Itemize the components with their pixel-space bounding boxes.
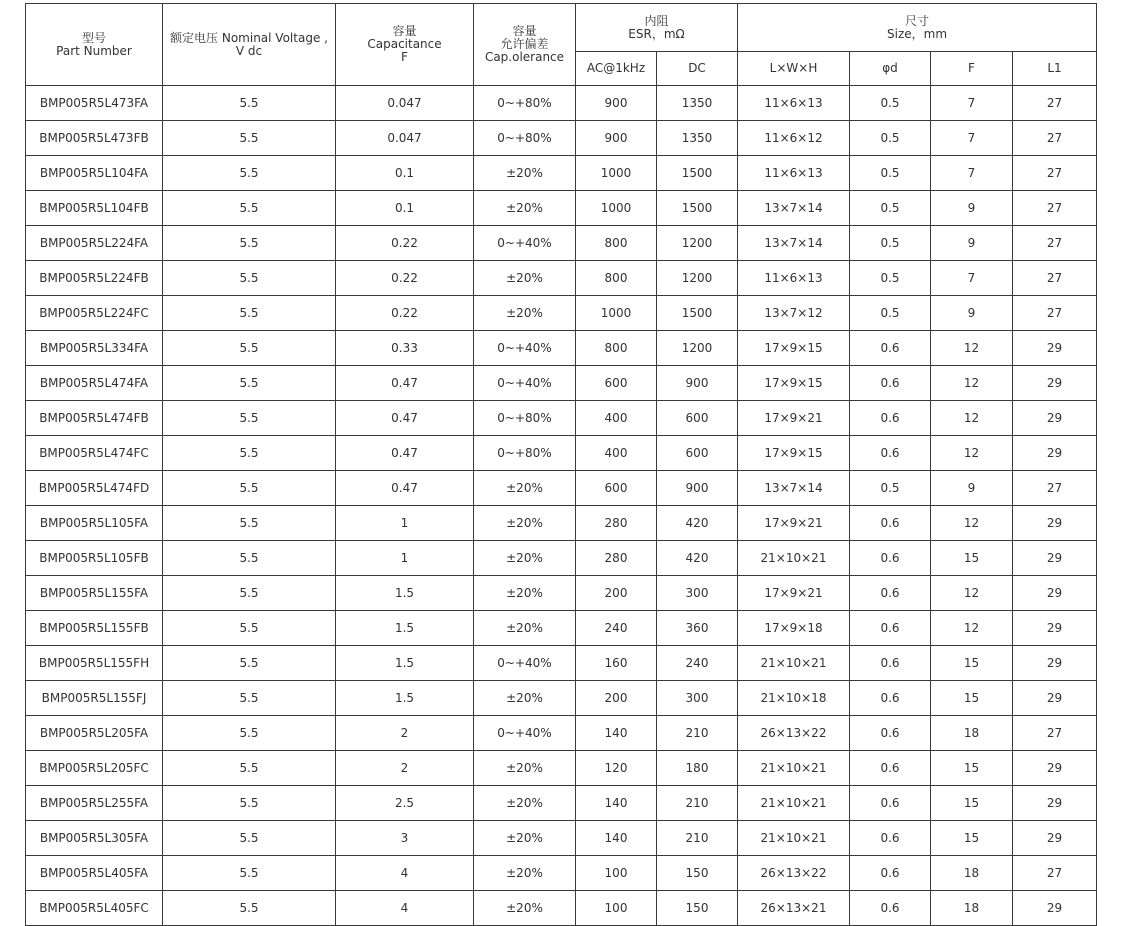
table-header [26,4,1097,86]
table-row [26,331,1097,366]
header-tolerance-line2: 允许偏差 [500,37,549,51]
esr-ac-cell: 1000 [576,296,657,331]
header-esr-ac: AC@1kHz [576,52,657,86]
size-lwh-cell: 17×9×15 [738,331,850,366]
esr-dc-cell: 210 [657,716,738,751]
capacitance-cell: 2 [336,751,474,786]
table-row [26,401,1097,436]
esr-ac-cell: 400 [576,436,657,471]
lead-diameter-cell: 0.5 [850,121,931,156]
table-row [26,786,1097,821]
lead-diameter-cell: 0.5 [850,261,931,296]
size-lwh-cell: 17×9×21 [738,576,850,611]
lead-length-cell: 27 [1013,156,1097,191]
lead-spacing-cell: 7 [931,261,1013,296]
part-number-cell: BMP005R5L224FA [26,226,163,261]
part-number-cell: BMP005R5L155FJ [26,681,163,716]
lead-diameter-cell: 0.6 [850,716,931,751]
lead-length-cell: 29 [1013,681,1097,716]
capacitance-cell: 2 [336,716,474,751]
lead-diameter-cell: 0.5 [850,296,931,331]
esr-dc-cell: 210 [657,821,738,856]
voltage-cell: 5.5 [163,681,336,716]
esr-dc-cell: 1200 [657,226,738,261]
esr-ac-cell: 800 [576,331,657,366]
esr-dc-cell: 210 [657,786,738,821]
size-lwh-cell: 21×10×18 [738,681,850,716]
tolerance-cell: ±20% [474,156,576,191]
size-lwh-cell: 17×9×21 [738,506,850,541]
part-number-cell: BMP005R5L155FA [26,576,163,611]
table-row [26,86,1097,121]
esr-ac-cell: 140 [576,821,657,856]
lead-spacing-cell: 15 [931,681,1013,716]
size-lwh-cell: 13×7×14 [738,191,850,226]
header-voltage-line1: 额定电压 Nominal Voltage , [170,30,328,45]
lead-diameter-cell: 0.6 [850,681,931,716]
capacitance-cell: 2.5 [336,786,474,821]
capacitance-cell: 1 [336,541,474,576]
size-lwh-cell: 21×10×21 [738,646,850,681]
table-row [26,191,1097,226]
tolerance-cell: ±20% [474,296,576,331]
lead-spacing-cell: 9 [931,191,1013,226]
size-lwh-cell: 11×6×13 [738,86,850,121]
capacitance-cell: 1.5 [336,576,474,611]
size-lwh-cell: 11×6×13 [738,156,850,191]
table-row [26,646,1097,681]
esr-dc-cell: 1350 [657,86,738,121]
lead-length-cell: 29 [1013,611,1097,646]
esr-ac-cell: 900 [576,86,657,121]
tolerance-cell: ±20% [474,856,576,891]
table-row [26,611,1097,646]
esr-ac-cell: 900 [576,121,657,156]
capacitance-cell: 1.5 [336,646,474,681]
voltage-cell: 5.5 [163,261,336,296]
part-number-cell: BMP005R5L405FA [26,856,163,891]
tolerance-cell: ±20% [474,576,576,611]
voltage-cell: 5.5 [163,541,336,576]
lead-spacing-cell: 18 [931,716,1013,751]
table-row [26,541,1097,576]
tolerance-cell: 0~+80% [474,401,576,436]
lead-diameter-cell: 0.5 [850,471,931,506]
lead-diameter-cell: 0.5 [850,86,931,121]
lead-spacing-cell: 15 [931,751,1013,786]
table-row [26,261,1097,296]
lead-length-cell: 29 [1013,786,1097,821]
tolerance-cell: ±20% [474,786,576,821]
voltage-cell: 5.5 [163,821,336,856]
esr-dc-cell: 420 [657,506,738,541]
table-row [26,891,1097,926]
lead-diameter-cell: 0.6 [850,541,931,576]
lead-spacing-cell: 12 [931,611,1013,646]
part-number-cell: BMP005R5L224FB [26,261,163,296]
voltage-cell: 5.5 [163,436,336,471]
header-esr-cn: 内阻 [644,13,669,28]
lead-diameter-cell: 0.6 [850,366,931,401]
lead-length-cell: 27 [1013,121,1097,156]
voltage-cell: 5.5 [163,716,336,751]
lead-spacing-cell: 9 [931,471,1013,506]
esr-dc-cell: 180 [657,751,738,786]
header-esr [576,4,738,52]
esr-dc-cell: 420 [657,541,738,576]
header-esr-en: ESR，mΩ [628,26,685,41]
capacitance-cell: 4 [336,891,474,926]
capacitance-cell: 1 [336,506,474,541]
tolerance-cell: ±20% [474,751,576,786]
esr-ac-cell: 600 [576,471,657,506]
lead-diameter-cell: 0.6 [850,611,931,646]
esr-ac-cell: 140 [576,716,657,751]
esr-dc-cell: 360 [657,611,738,646]
size-lwh-cell: 21×10×21 [738,786,850,821]
capacitance-cell: 1.5 [336,681,474,716]
lead-spacing-cell: 7 [931,156,1013,191]
size-lwh-cell: 11×6×12 [738,121,850,156]
table-body [26,86,1097,926]
part-number-cell: BMP005R5L104FA [26,156,163,191]
spec-table [25,3,1097,926]
esr-dc-cell: 600 [657,436,738,471]
header-size-lead-diameter: φd [850,52,931,86]
voltage-cell: 5.5 [163,331,336,366]
part-number-cell: BMP005R5L105FA [26,506,163,541]
size-lwh-cell: 21×10×21 [738,821,850,856]
tolerance-cell: 0~+80% [474,436,576,471]
lead-length-cell: 27 [1013,856,1097,891]
part-number-cell: BMP005R5L255FA [26,786,163,821]
voltage-cell: 5.5 [163,576,336,611]
esr-ac-cell: 800 [576,226,657,261]
lead-spacing-cell: 12 [931,366,1013,401]
header-size-lead-spacing: F [931,52,1013,86]
lead-length-cell: 27 [1013,471,1097,506]
header-esr-dc: DC [657,52,738,86]
esr-ac-cell: 140 [576,786,657,821]
table-row [26,156,1097,191]
voltage-cell: 5.5 [163,471,336,506]
header-size-lwh: L×W×H [738,52,850,86]
tolerance-cell: 0~+40% [474,646,576,681]
size-lwh-cell: 26×13×21 [738,891,850,926]
table-row [26,576,1097,611]
part-number-cell: BMP005R5L224FC [26,296,163,331]
tolerance-cell: 0~+40% [474,716,576,751]
lead-length-cell: 27 [1013,86,1097,121]
size-lwh-cell: 13×7×14 [738,471,850,506]
lead-spacing-cell: 7 [931,121,1013,156]
esr-ac-cell: 100 [576,856,657,891]
lead-diameter-cell: 0.6 [850,821,931,856]
voltage-cell: 5.5 [163,86,336,121]
esr-dc-cell: 1200 [657,261,738,296]
tolerance-cell: 0~+80% [474,121,576,156]
esr-dc-cell: 300 [657,681,738,716]
table-row [26,716,1097,751]
lead-length-cell: 27 [1013,191,1097,226]
esr-dc-cell: 1200 [657,331,738,366]
header-capacitance [336,4,474,86]
lead-spacing-cell: 18 [931,891,1013,926]
size-lwh-cell: 17×9×21 [738,401,850,436]
header-size [738,4,1097,52]
esr-ac-cell: 200 [576,576,657,611]
esr-ac-cell: 800 [576,261,657,296]
header-tolerance-line1: 容量 [512,24,537,38]
voltage-cell: 5.5 [163,156,336,191]
capacitance-cell: 0.47 [336,366,474,401]
part-number-cell: BMP005R5L205FA [26,716,163,751]
esr-ac-cell: 160 [576,646,657,681]
table-row [26,681,1097,716]
lead-spacing-cell: 15 [931,541,1013,576]
size-lwh-cell: 13×7×12 [738,296,850,331]
table-row [26,821,1097,856]
part-number-cell: BMP005R5L474FD [26,471,163,506]
part-number-cell: BMP005R5L104FB [26,191,163,226]
table-row [26,121,1097,156]
esr-dc-cell: 1500 [657,296,738,331]
voltage-cell: 5.5 [163,191,336,226]
size-lwh-cell: 21×10×21 [738,541,850,576]
size-lwh-cell: 21×10×21 [738,751,850,786]
lead-diameter-cell: 0.6 [850,856,931,891]
capacitance-cell: 0.33 [336,331,474,366]
tolerance-cell: ±20% [474,681,576,716]
voltage-cell: 5.5 [163,506,336,541]
lead-diameter-cell: 0.6 [850,646,931,681]
esr-dc-cell: 150 [657,891,738,926]
lead-diameter-cell: 0.6 [850,751,931,786]
part-number-cell: BMP005R5L205FC [26,751,163,786]
lead-spacing-cell: 12 [931,576,1013,611]
capacitance-cell: 0.22 [336,261,474,296]
esr-dc-cell: 900 [657,366,738,401]
header-voltage [163,4,336,86]
esr-dc-cell: 240 [657,646,738,681]
header-row-top [26,4,1097,52]
lead-spacing-cell: 18 [931,856,1013,891]
lead-length-cell: 29 [1013,331,1097,366]
lead-spacing-cell: 12 [931,331,1013,366]
lead-length-cell: 29 [1013,436,1097,471]
lead-length-cell: 27 [1013,296,1097,331]
part-number-cell: BMP005R5L474FC [26,436,163,471]
lead-spacing-cell: 9 [931,296,1013,331]
header-voltage-line2: V dc [235,43,263,58]
lead-length-cell: 29 [1013,541,1097,576]
size-lwh-cell: 13×7×14 [738,226,850,261]
capacitance-cell: 0.47 [336,436,474,471]
esr-ac-cell: 280 [576,541,657,576]
header-capacitance-cn: 容量 [392,24,417,38]
esr-ac-cell: 100 [576,891,657,926]
lead-diameter-cell: 0.5 [850,191,931,226]
part-number-cell: BMP005R5L334FA [26,331,163,366]
tolerance-cell: 0~+40% [474,331,576,366]
capacitance-cell: 0.047 [336,86,474,121]
esr-dc-cell: 600 [657,401,738,436]
lead-spacing-cell: 12 [931,401,1013,436]
capacitance-cell: 0.47 [336,471,474,506]
table-row [26,366,1097,401]
header-size-en: Size，mm [887,26,948,41]
lead-length-cell: 29 [1013,366,1097,401]
tolerance-cell: ±20% [474,611,576,646]
tolerance-cell: ±20% [474,506,576,541]
lead-diameter-cell: 0.6 [850,786,931,821]
lead-spacing-cell: 15 [931,821,1013,856]
size-lwh-cell: 17×9×15 [738,366,850,401]
lead-length-cell: 29 [1013,751,1097,786]
voltage-cell: 5.5 [163,401,336,436]
part-number-cell: BMP005R5L473FB [26,121,163,156]
table-row [26,226,1097,261]
capacitance-cell: 0.047 [336,121,474,156]
esr-ac-cell: 240 [576,611,657,646]
voltage-cell: 5.5 [163,611,336,646]
capacitance-cell: 0.22 [336,226,474,261]
header-tolerance [474,4,576,86]
lead-spacing-cell: 15 [931,646,1013,681]
voltage-cell: 5.5 [163,296,336,331]
esr-ac-cell: 200 [576,681,657,716]
table-row [26,856,1097,891]
esr-dc-cell: 1350 [657,121,738,156]
size-lwh-cell: 17×9×18 [738,611,850,646]
header-capacitance-en: Capacitance [367,37,442,51]
part-number-cell: BMP005R5L474FA [26,366,163,401]
capacitance-cell: 0.1 [336,191,474,226]
lead-diameter-cell: 0.5 [850,156,931,191]
voltage-cell: 5.5 [163,856,336,891]
lead-spacing-cell: 9 [931,226,1013,261]
lead-length-cell: 29 [1013,401,1097,436]
size-lwh-cell: 26×13×22 [738,856,850,891]
lead-spacing-cell: 7 [931,86,1013,121]
lead-spacing-cell: 12 [931,506,1013,541]
part-number-cell: BMP005R5L473FA [26,86,163,121]
esr-ac-cell: 1000 [576,156,657,191]
table-row [26,436,1097,471]
tolerance-cell: ±20% [474,191,576,226]
tolerance-cell: 0~+80% [474,86,576,121]
lead-length-cell: 29 [1013,506,1097,541]
part-number-cell: BMP005R5L155FB [26,611,163,646]
lead-diameter-cell: 0.6 [850,891,931,926]
part-number-cell: BMP005R5L474FB [26,401,163,436]
tolerance-cell: 0~+40% [474,226,576,261]
tolerance-cell: ±20% [474,261,576,296]
lead-spacing-cell: 15 [931,786,1013,821]
esr-ac-cell: 120 [576,751,657,786]
lead-diameter-cell: 0.6 [850,401,931,436]
lead-diameter-cell: 0.6 [850,576,931,611]
lead-length-cell: 27 [1013,716,1097,751]
tolerance-cell: 0~+40% [474,366,576,401]
capacitance-cell: 1.5 [336,611,474,646]
esr-ac-cell: 400 [576,401,657,436]
part-number-cell: BMP005R5L405FC [26,891,163,926]
lead-length-cell: 29 [1013,646,1097,681]
esr-ac-cell: 1000 [576,191,657,226]
lead-diameter-cell: 0.6 [850,331,931,366]
header-tolerance-en: Cap.olerance [484,50,565,64]
table-row [26,471,1097,506]
voltage-cell: 5.5 [163,226,336,261]
lead-spacing-cell: 12 [931,436,1013,471]
part-number-cell: BMP005R5L155FH [26,646,163,681]
lead-diameter-cell: 0.6 [850,506,931,541]
lead-length-cell: 29 [1013,891,1097,926]
esr-ac-cell: 280 [576,506,657,541]
header-part-number [26,4,163,86]
esr-dc-cell: 1500 [657,156,738,191]
esr-ac-cell: 600 [576,366,657,401]
voltage-cell: 5.5 [163,366,336,401]
tolerance-cell: ±20% [474,821,576,856]
header-size-lead-length: L1 [1013,52,1097,86]
header-part-number-en: Part Number [56,43,132,58]
header-size-cn: 尺寸 [905,13,930,28]
lead-length-cell: 29 [1013,821,1097,856]
voltage-cell: 5.5 [163,891,336,926]
lead-diameter-cell: 0.6 [850,436,931,471]
voltage-cell: 5.5 [163,646,336,681]
tolerance-cell: ±20% [474,541,576,576]
part-number-cell: BMP005R5L105FB [26,541,163,576]
esr-dc-cell: 1500 [657,191,738,226]
header-capacitance-unit: F [401,50,408,64]
voltage-cell: 5.5 [163,751,336,786]
tolerance-cell: ±20% [474,471,576,506]
tolerance-cell: ±20% [474,891,576,926]
esr-dc-cell: 300 [657,576,738,611]
capacitance-cell: 4 [336,856,474,891]
esr-dc-cell: 900 [657,471,738,506]
lead-diameter-cell: 0.5 [850,226,931,261]
voltage-cell: 5.5 [163,786,336,821]
size-lwh-cell: 11×6×13 [738,261,850,296]
voltage-cell: 5.5 [163,121,336,156]
lead-length-cell: 29 [1013,576,1097,611]
esr-dc-cell: 150 [657,856,738,891]
capacitance-cell: 0.47 [336,401,474,436]
header-part-number-cn: 型号 [81,30,106,45]
capacitance-cell: 0.1 [336,156,474,191]
size-lwh-cell: 26×13×22 [738,716,850,751]
lead-length-cell: 27 [1013,226,1097,261]
table-row [26,751,1097,786]
size-lwh-cell: 17×9×15 [738,436,850,471]
lead-length-cell: 27 [1013,261,1097,296]
part-number-cell: BMP005R5L305FA [26,821,163,856]
capacitance-cell: 3 [336,821,474,856]
table-row [26,296,1097,331]
capacitance-cell: 0.22 [336,296,474,331]
table-row [26,506,1097,541]
